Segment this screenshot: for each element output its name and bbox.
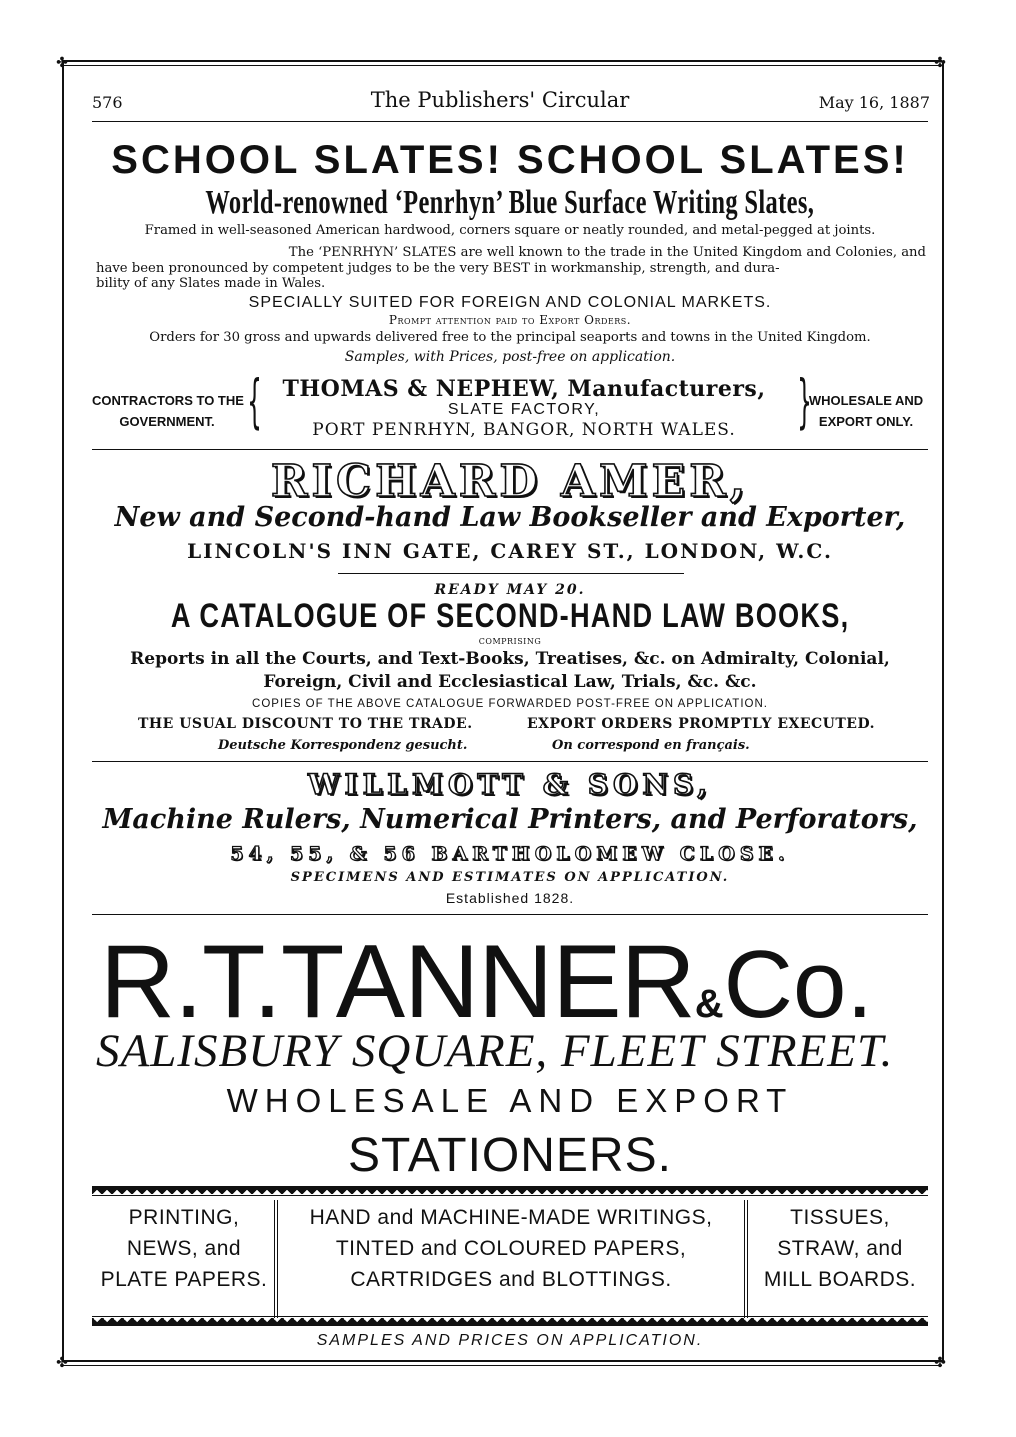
product-line: STRAW, and xyxy=(777,1237,903,1260)
product-line: CARTRIDGES and BLOTTINGS. xyxy=(350,1268,672,1291)
corner-ornament-icon: ✤ xyxy=(934,55,946,71)
contractors-label: CONTRACTORS TO THE xyxy=(92,393,244,408)
section-rule xyxy=(92,761,928,762)
box-divider xyxy=(744,1200,748,1318)
willmott-trade: Machine Rulers, Numerical Printers, and Perforators, xyxy=(102,804,918,835)
comprising-label: COMPRISING xyxy=(478,637,542,646)
left-brace-icon: { xyxy=(247,367,262,435)
box-divider xyxy=(274,1200,278,1318)
penrhyn-orders: Orders for 30 gross and upwards delivered free to the principal seaports and towns in the United Kingdom. xyxy=(149,330,871,345)
penrhyn-subheadline: World-renowned ‘Penrhyn’ Blue Surface Writing Slates, xyxy=(205,184,815,221)
penrhyn-prompt: Prompt attention paid to Export Orders. xyxy=(388,313,632,327)
slate-factory: SLATE FACTORY, xyxy=(447,401,601,418)
top-border-rule xyxy=(62,60,942,66)
school-slates-headline: SCHOOL SLATES! SCHOOL SLATES! xyxy=(111,138,909,182)
willmott-established: Established 1828. xyxy=(445,890,575,906)
penrhyn-line-3: have been pronounced by competent judges to be the very BEST in workmanship, strength, and dura- xyxy=(96,261,780,276)
penrhyn-line-1: Framed in well-seasoned American hardwood, corners square or neatly rounded, and metal-pegged at joints. xyxy=(144,223,876,238)
products-column-1 xyxy=(96,1202,272,1314)
tanner-wholesale: WHOLESALE AND EXPORT xyxy=(226,1082,794,1119)
french-correspondence: On correspond en français. xyxy=(552,738,750,753)
amer-trade: New and Second-hand Law Bookseller and Exporter, xyxy=(114,502,906,533)
export-only-label: EXPORT ONLY. xyxy=(818,414,914,429)
box-bottom-rule xyxy=(92,1316,928,1317)
richard-amer-name: RICHARD AMER, xyxy=(270,456,750,507)
corner-ornament-icon: ✤ xyxy=(56,55,68,71)
catalogue-reports-1: Reports in all the Courts, and Text-Books, Treatises, &c. on Admiralty, Colonial, xyxy=(130,649,890,669)
catalogue-headline: A CATALOGUE OF SECOND-HAND LAW BOOKS, xyxy=(170,597,850,635)
product-line: NEWS, and xyxy=(126,1237,242,1260)
penrhyn-address: PORT PENRHYN, BANGOR, NORTH WALES. xyxy=(312,420,736,440)
government-label: GOVERNMENT. xyxy=(119,414,215,429)
products-column-3 xyxy=(750,1202,930,1314)
wholesale-label: WHOLESALE AND xyxy=(808,393,924,408)
product-line: MILL BOARDS. xyxy=(763,1268,917,1291)
section-rule xyxy=(92,914,928,915)
short-rule xyxy=(338,573,684,574)
right-brace-icon: } xyxy=(797,367,812,435)
tanner-name: R.T.TANNER xyxy=(100,924,695,1040)
thomas-nephew-firm: THOMAS & NEPHEW, Manufacturers, xyxy=(282,376,766,402)
amer-address: LINCOLN'S INN GATE, CAREY ST., LONDON, W.C. xyxy=(187,539,833,563)
penrhyn-markets: SPECIALLY SUITED FOR FOREIGN AND COLONIAL MARKETS. xyxy=(248,294,772,311)
page-number: 576 xyxy=(92,93,123,112)
tanner-co: Co. xyxy=(723,931,874,1038)
section-rule xyxy=(92,449,928,450)
willmott-specimens: SPECIMENS AND ESTIMATES ON APPLICATION. xyxy=(290,870,730,885)
willmott-name: WILLMOTT & SONS, xyxy=(308,768,712,801)
ready-may: READY MAY 20. xyxy=(434,582,586,598)
corner-ornament-icon: ✤ xyxy=(56,1355,68,1371)
box-top-rule xyxy=(92,1195,928,1196)
product-line: HAND and MACHINE-MADE WRITINGS, xyxy=(309,1206,713,1229)
penrhyn-line-2: The ‘PENRHYN’ SLATES are well known to the trade in the United Kingdom and Colonies, and xyxy=(288,245,926,260)
product-line: TINTED and COLOURED PAPERS, xyxy=(335,1237,687,1260)
tanner-ampersand: & xyxy=(694,982,724,1026)
product-line: PLATE PAPERS. xyxy=(100,1268,268,1291)
bottom-border-rule xyxy=(62,1360,942,1366)
issue-date: May 16, 1887 xyxy=(818,93,930,112)
journal-title: The Publishers' Circular xyxy=(370,88,630,112)
penrhyn-samples: Samples, with Prices, post-free on application. xyxy=(344,349,676,365)
ornamental-border-top xyxy=(92,1186,928,1194)
usual-discount: THE USUAL DISCOUNT TO THE TRADE. xyxy=(138,716,473,732)
product-line: PRINTING, xyxy=(128,1206,240,1229)
catalogue-copies: COPIES OF THE ABOVE CATALOGUE FORWARDED POST-FREE ON APPLICATION. xyxy=(252,698,768,710)
export-orders: EXPORT ORDERS PROMPTLY EXECUTED. xyxy=(527,716,875,732)
ornamental-border-bottom xyxy=(92,1318,928,1326)
tanner-address: SALISBURY SQUARE, FLEET STREET. xyxy=(96,1025,894,1077)
catalogue-reports-2: Foreign, Civil and Ecclesiastical Law, Trials, &c. &c. xyxy=(263,672,757,692)
tanner-samples: SAMPLES AND PRICES ON APPLICATION. xyxy=(316,1332,704,1349)
penrhyn-line-4: bility of any Slates made in Wales. xyxy=(96,276,326,291)
german-correspondence: Deutsche Korrespondenz gesucht. xyxy=(218,738,468,753)
header-rule xyxy=(92,121,928,122)
willmott-address: 54, 55, & 56 BARTHOLOMEW CLOSE. xyxy=(230,843,790,865)
products-column-2 xyxy=(280,1202,742,1314)
tanner-stationers: STATIONERS. xyxy=(348,1129,672,1182)
product-line: TISSUES, xyxy=(790,1206,890,1229)
corner-ornament-icon: ✤ xyxy=(934,1355,946,1371)
